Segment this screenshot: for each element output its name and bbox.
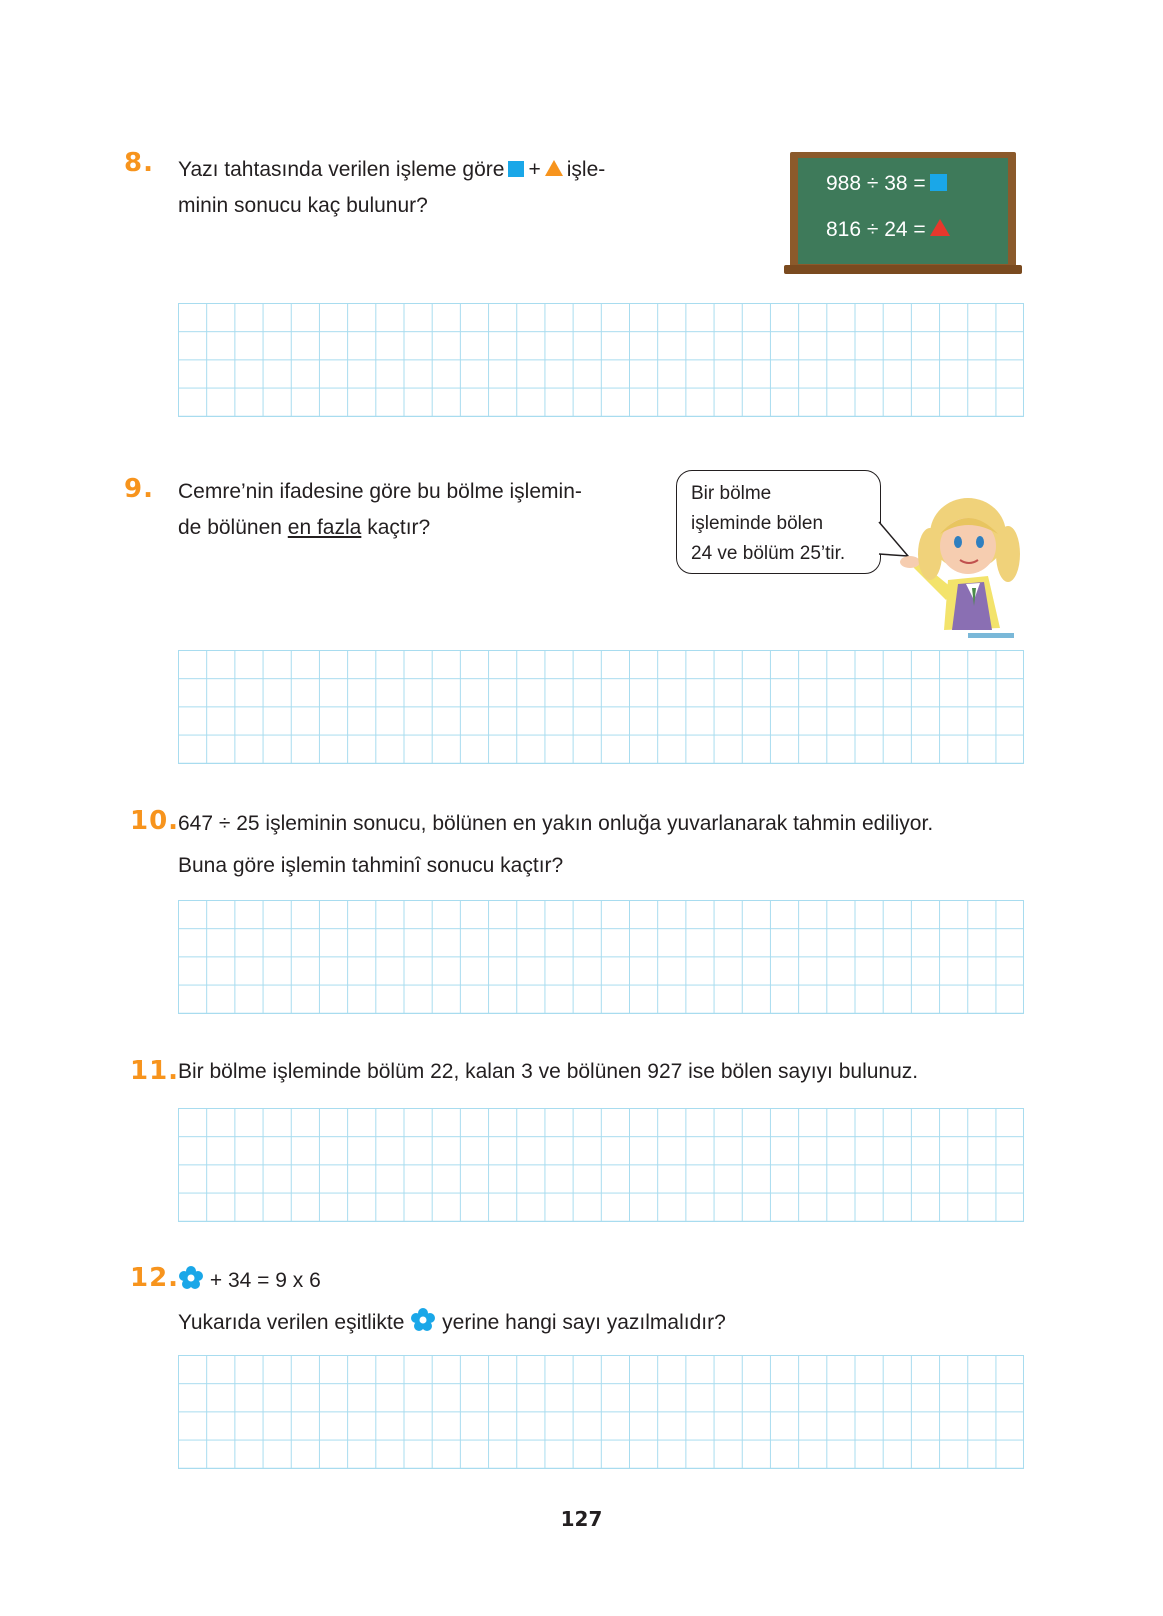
answer-grid-q9[interactable] — [178, 650, 1024, 764]
flower-icon — [410, 1307, 436, 1333]
question-10-number: 10. — [130, 806, 180, 836]
answer-grid-q12[interactable] — [178, 1355, 1024, 1469]
page-number: 127 — [560, 1507, 603, 1531]
flower-icon — [178, 1265, 204, 1291]
question-10-line-2: Buna göre işlemin tahminî sonucu kaçtır? — [178, 854, 564, 877]
chalkboard — [784, 152, 1022, 276]
question-12-line-2: Yukarıda verilen eşitlikte yerine hangi sayı yazılmalıdır? — [178, 1302, 1058, 1344]
question-10-text — [178, 803, 1058, 887]
question-12-text — [178, 1260, 1058, 1344]
blue-square-icon — [930, 174, 947, 191]
chalkboard-line-1: 988 ÷ 38 = — [826, 172, 947, 196]
red-triangle-icon — [930, 219, 950, 236]
orange-triangle-icon — [545, 160, 563, 176]
answer-grid-q10[interactable] — [178, 900, 1024, 1014]
question-11-text — [178, 1054, 1058, 1090]
question-9-number: 9. — [124, 474, 154, 504]
question-9-line-1: Cemre’nin ifadesine göre bu bölme işlemin- — [178, 480, 582, 503]
answer-grid-q11[interactable] — [178, 1108, 1024, 1222]
question-9-text — [178, 474, 658, 546]
question-10-line-1: 647 ÷ 25 işleminin sonucu, bölünen en yakın onluğa yuvarlanarak tahmin ediliyor. — [178, 812, 934, 835]
question-8-line-1: Yazı tahtasında verilen işleme göre + işle- — [178, 158, 606, 181]
girl-illustration — [888, 488, 1028, 638]
answer-grid-q8[interactable] — [178, 303, 1024, 417]
question-8-line-2: minin sonucu kaç bulunur? — [178, 194, 428, 217]
question-8-text — [178, 152, 738, 224]
question-11-number: 11. — [130, 1056, 180, 1086]
blue-square-icon — [508, 161, 524, 177]
question-12-number: 12. — [130, 1263, 180, 1293]
question-12-equation: + 34 = 9 x 6 — [178, 1260, 1058, 1302]
speech-bubble: Bir bölme işleminde bölen 24 ve bölüm 25’tir. — [676, 470, 881, 574]
question-9-line-2: de bölünen en fazla kaçtır? — [178, 516, 431, 539]
question-11-line-1: Bir bölme işleminde bölüm 22, kalan 3 ve bölünen 927 ise bölen sayıyı bulunuz. — [178, 1060, 919, 1083]
chalkboard-line-2: 816 ÷ 24 = — [826, 218, 950, 242]
question-8-number: 8. — [124, 148, 154, 178]
